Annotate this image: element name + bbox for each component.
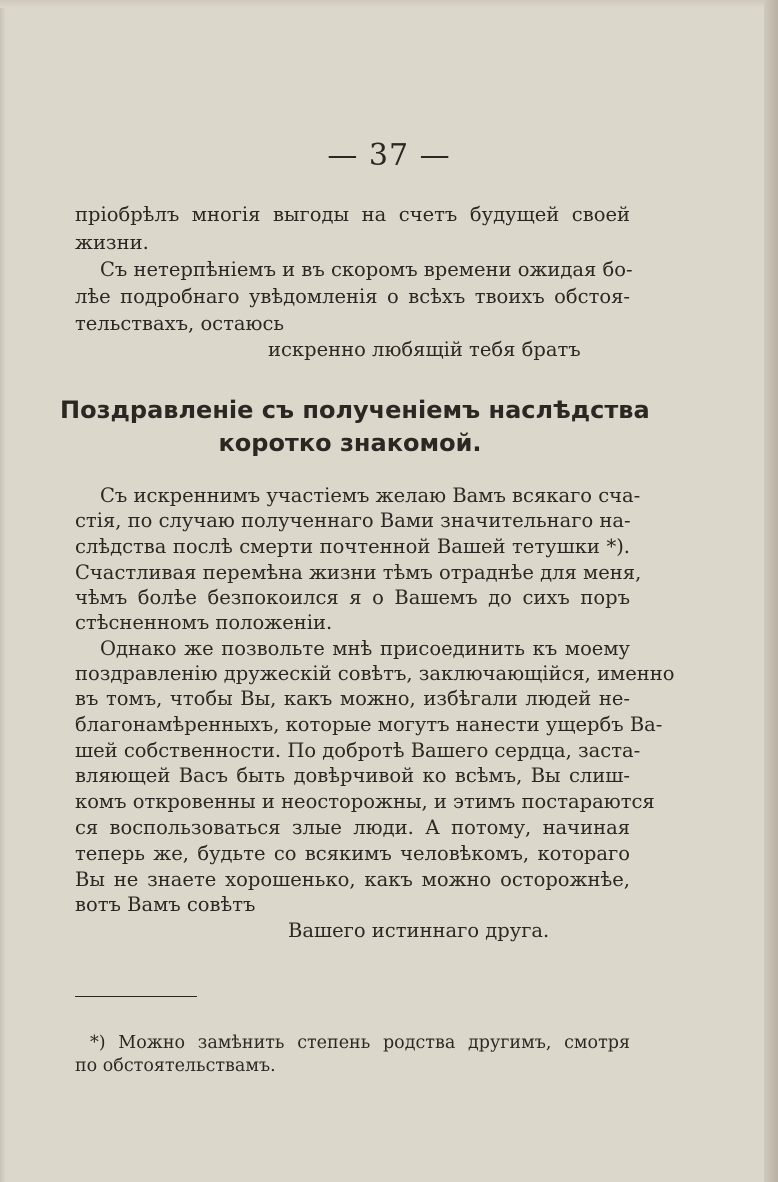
text-line: стія, по случаю полученнаго Вами значительнаго на- (75, 509, 631, 532)
text-line: чѣмъ болѣе безпокоился я о Вашемъ до сихъ поръ (75, 586, 630, 609)
text-line: стѣсненномъ положеніи. (75, 611, 333, 634)
text-line: въ томъ, чтобы Вы, какъ можно, избѣгали людей не- (75, 687, 630, 710)
text-line: Счастливая перемѣна жизни тѣмъ отраднѣе для меня, (75, 561, 642, 584)
closing-signature: искренно любящій тебя братъ (268, 338, 581, 361)
text-line: вотъ Вамъ совѣтъ (75, 893, 256, 916)
text-line: шей собственности. По добротѣ Вашего сердца, заста- (75, 739, 641, 762)
footnote-line: по обстоятельствамъ. (75, 1056, 276, 1076)
text-line: благонамѣренныхъ, которые могутъ нанести ущербъ Ва- (75, 713, 663, 736)
text-line: жизни. (75, 231, 149, 254)
page-edge-top (0, 0, 778, 8)
page-edge-right (764, 0, 778, 1182)
text-line: Съ нетерпѣніемъ и въ скоромъ времени ожидая бо- (100, 258, 633, 281)
text-line: слѣдства послѣ смерти почтенной Вашей тетушки *). (75, 535, 630, 558)
text-line: Съ искреннимъ участіемъ желаю Вамъ всякаго сча- (100, 484, 641, 507)
footnote-line: *) Можно замѣнить степень родства другимъ, смотря (90, 1033, 630, 1053)
text-line: лѣе подробнаго увѣдомленія о всѣхъ твоихъ обстоя- (75, 285, 630, 308)
text-line: Однако же позвольте мнѣ присоединить къ моему (100, 637, 630, 660)
text-line: комъ откровенны и неосторожны, и этимъ постараются (75, 790, 655, 813)
text-line: поздравленію дружескій совѣтъ, заключающійся, именно (75, 662, 675, 685)
page-number: — 37 — (327, 138, 451, 173)
text-line: ся воспользоваться злые люди. А потому, начиная (75, 816, 630, 839)
closing-signature: Вашего истиннаго друга. (288, 919, 550, 942)
text-line: тельствахъ, остаюсь (75, 312, 285, 335)
text-line: теперь же, будьте со всякимъ человѣкомъ, котораго (75, 842, 630, 865)
footnote-rule (75, 996, 197, 997)
section-heading-line2: коротко знакомой. (218, 429, 482, 457)
text-line: вляющей Васъ быть довѣрчивой ко всѣмъ, Вы слиш- (75, 764, 630, 787)
text-line: пріобрѣлъ многія выгоды на счетъ будущей своей (75, 203, 630, 226)
text-line: Вы не знаете хорошенько, какъ можно осторожнѣе, (75, 868, 630, 891)
page-edge-left (0, 0, 6, 1182)
section-heading-line1: Поздравленіе съ полученіемъ наслѣдства (60, 396, 650, 424)
